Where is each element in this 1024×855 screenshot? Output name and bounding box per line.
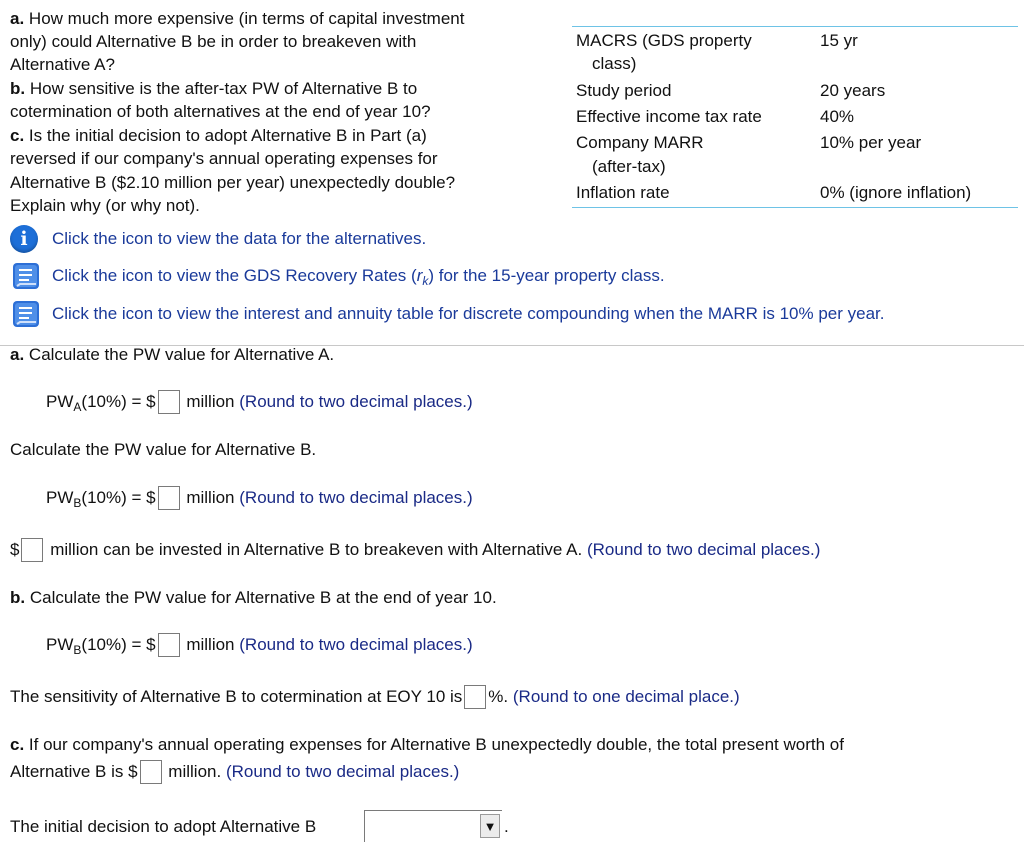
table-value-tax-rate: 40% [820, 107, 855, 126]
alt-data-text[interactable]: Click the icon to view the data for the alternatives. [52, 229, 427, 248]
book-icon[interactable] [10, 260, 42, 292]
table-label-inflation: Inflation rate [576, 183, 670, 202]
question-a-line1: a. How much more expensive (in terms of capital investment [10, 9, 465, 28]
info-icon[interactable]: i [10, 225, 38, 253]
dropdown-arrow-icon[interactable]: ▼ [480, 814, 500, 838]
question-c-line2: reversed if our company's annual operating expenses for [10, 149, 438, 168]
breakeven-row: $ million can be invested in Alternative B to breakeven with Alternative A. (Round to two decimal places.) [10, 538, 820, 563]
interest-table-link[interactable] [10, 299, 885, 329]
part-c-line2: Alternative B is $ million. (Round to two decimal places.) [10, 760, 459, 785]
table-value-inflation: 0% (ignore inflation) [820, 183, 972, 202]
alt-data-link[interactable] [10, 224, 426, 254]
question-b-line2: cotermination of both alternatives at the end of year 10? [10, 102, 431, 121]
table-value-marr: 10% per year [820, 133, 922, 152]
initial-decision-select[interactable] [364, 810, 502, 842]
gds-rates-link[interactable] [10, 261, 665, 291]
pw-b-input[interactable] [158, 486, 180, 510]
question-b-line1: b. How sensitive is the after-tax PW of Alternative B to [10, 79, 418, 98]
table-top-rule [572, 26, 1018, 27]
table-bottom-rule [572, 207, 1018, 208]
table-value-study-period: 20 years [820, 81, 886, 100]
table-label-tax-rate: Effective income tax rate [576, 107, 762, 126]
calc-b-text: Calculate the PW value for Alternative B. [10, 440, 317, 459]
question-c-line3: Alternative B ($2.10 million per year) unexpectedly double? [10, 173, 456, 192]
question-c-line1: c. Is the initial decision to adopt Alternative B in Part (a) [10, 126, 427, 145]
gds-rates-text[interactable]: Click the icon to view the GDS Recovery Rates $(r_k)$ for the 15-year property class. [52, 266, 665, 288]
pw-a-input[interactable] [158, 390, 180, 414]
breakeven-input[interactable] [21, 538, 43, 562]
sensitivity-input[interactable] [464, 685, 486, 709]
part-c-line1: c. If our company's annual operating expenses for Alternative B unexpectedly double, the total present worth of [10, 735, 844, 754]
pw-a-row: $PW_A(10\%)$ = $ million (Round to two decimal places.) [46, 390, 473, 415]
part-c-pw-input[interactable] [140, 760, 162, 784]
sensitivity-row: The sensitivity of Alternative B to cotermination at EOY 10 is %. (Round to one decimal place.) [10, 685, 740, 710]
table-value-macrs: 15 yr [820, 31, 858, 50]
pw-b-eoy10-input[interactable] [158, 633, 180, 657]
question-c-line4: Explain why (or why not). [10, 196, 200, 215]
table-label-macrs-cont: class) [592, 54, 637, 73]
question-a-line3: Alternative A? [10, 55, 115, 74]
book-icon[interactable] [10, 298, 42, 330]
part-a-title: a. Calculate the PW value for Alternative A. [10, 345, 335, 364]
table-label-study-period: Study period [576, 81, 672, 100]
part-b-title: b. Calculate the PW value for Alternative B at the end of year 10. [10, 588, 497, 607]
pw-b-row: $PW_B(10\%)$ = $ million (Round to two decimal places.) [46, 486, 473, 511]
pw-b-eoy10-row: $PW_B(10\%)$ = $ million (Round to two decimal places.) [46, 633, 473, 658]
question-a-line2: only) could Alternative B be in order to breakeven with [10, 32, 417, 51]
interest-table-text[interactable]: Click the icon to view the interest and annuity table for discrete compounding when the MARR is 10% per year. [52, 304, 885, 323]
table-label-marr: Company MARR [576, 133, 704, 152]
table-label-macrs: MACRS (GDS property [576, 31, 752, 50]
table-label-marr-cont: (after-tax) [592, 157, 666, 176]
initial-decision-text: The initial decision to adopt Alternative B [10, 817, 317, 836]
sentence-period: . [504, 817, 509, 836]
